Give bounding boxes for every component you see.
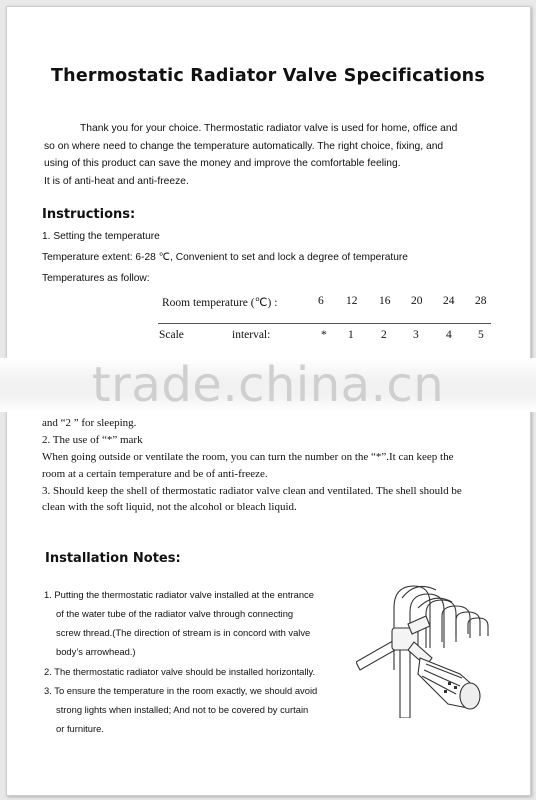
item3-line: clean with the soft liquid, not the alcohol or bleach liquid. [42, 501, 297, 513]
scale-value: 2 [381, 329, 387, 341]
note-1-line: 1. Putting the thermostatic radiator valve installed at the entrance [44, 589, 314, 600]
installation-heading: Installation Notes: [45, 551, 181, 566]
intro-line: so on where need to change the temperature automatically. The right choice, fixing, and [44, 140, 444, 152]
intro-paragraph [44, 120, 496, 190]
temperature-value: 24 [443, 295, 455, 307]
note-3-line: 3. To ensure the temperature in the room exactly, we should avoid [44, 685, 318, 696]
watermark: trade.china.cn [91, 357, 445, 413]
scale-label: Scale [159, 329, 184, 341]
note-3-line: strong lights when installed; And not to be covered by curtain [56, 704, 309, 715]
temperature-extent: Temperature extent: 6-28 ℃, Convenient to set and lock a degree of temperature [42, 252, 408, 263]
scale-value: * [321, 329, 327, 341]
room-temperature-label: Room temperature (℃) : [162, 297, 278, 309]
instruction-item-3: 3. Should keep the shell of thermostatic radiator valve clean and ventilated. The shell should be [42, 485, 462, 497]
table-divider [158, 323, 491, 324]
temperature-value: 16 [379, 295, 391, 307]
note-2: 2. The thermostatic radiator valve should be installed horizontally. [44, 666, 316, 677]
item2-line: room at a certain temperature and be of anti-freeze. [42, 468, 268, 480]
scale-value: 4 [446, 329, 452, 341]
temperatures-as-follow: Temperatures as follow: [42, 273, 150, 284]
intro-line: It is of anti-heat and anti-freeze. [44, 175, 189, 187]
note-1-line: body’s arrowhead.) [56, 646, 136, 657]
sleeping-note: and “2 ” for sleeping. [42, 417, 137, 429]
temperature-value: 20 [411, 295, 423, 307]
instructions-heading: Instructions: [42, 207, 136, 222]
page-title: Thermostatic Radiator Valve Specifications [51, 66, 485, 86]
scale-value: 3 [413, 329, 419, 341]
note-3-line: or furniture. [56, 723, 104, 734]
radiator-valve-illustration [356, 578, 506, 718]
note-1-line: screw thread.(The direction of stream is in concord with valve [56, 627, 311, 638]
temperature-value: 6 [318, 295, 324, 307]
note-1-line: of the water tube of the radiator valve through connecting [56, 608, 294, 619]
scale-value: 5 [478, 329, 484, 341]
item2-line: When going outside or ventilate the room, you can turn the number on the “*”.It can keep the [42, 451, 454, 463]
interval-label: interval: [232, 329, 271, 341]
intro-line: using of this product can save the money and improve the comfortable feeling. [44, 158, 401, 169]
scale-value: 1 [348, 329, 354, 341]
instruction-item-1: 1. Setting the temperature [42, 231, 160, 242]
intro-line: Thank you for your choice. Thermostatic radiator valve is used for home, office and [80, 123, 458, 134]
instruction-item-2: 2. The use of “*” mark [42, 434, 143, 446]
temperature-value: 12 [346, 295, 358, 307]
temperature-value: 28 [475, 295, 487, 307]
